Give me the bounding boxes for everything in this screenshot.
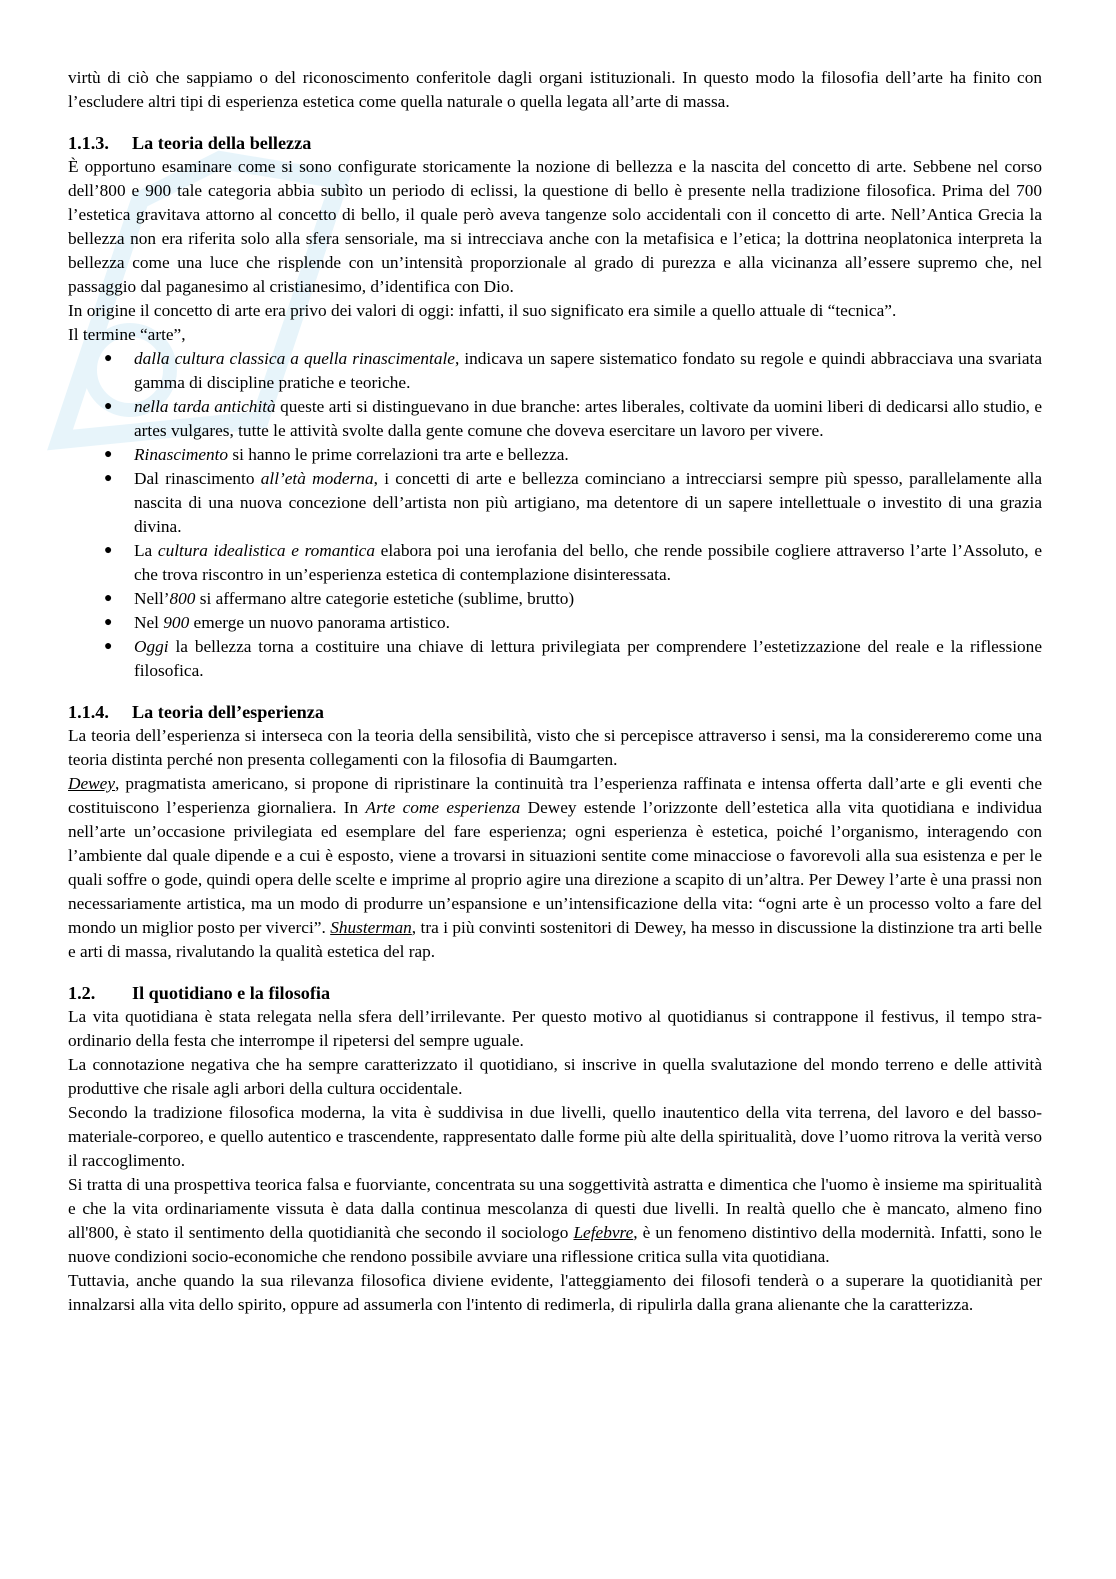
paragraph: La vita quotidiana è stata relegata nella sfera dell’irrilevante. Per questo motivo al quotidianus si contrappone il festivus, il tempo stra-ordinario della festa che interrompe il ripetersi del sempre uguale. — [68, 1007, 1042, 1050]
paragraph: Il termine “arte”, — [68, 325, 186, 344]
paragraph: Secondo la tradizione filosofica moderna, la vita è suddivisa in due livelli, quello inautentico della vita terrena, del lavoro e del basso-materiale-corporeo, e quello autentico e trascendente, rappresentato dalle forme più alte della spiritualità, dove l’uomo ritrova la verità verso il raccoglimento. — [68, 1103, 1042, 1170]
bullet-icon: ● — [104, 351, 113, 366]
bullet-list — [68, 347, 1042, 683]
paragraph-lefebvre: Si tratta di una prospettiva teorica falsa e fuorviante, concentrata su una soggettività astratta e dimentica che l'uomo è insieme ma spiritualità e che la vita ordinariamente vissuta è data dalla continua mescolanza di questi due livelli. In realtà quello che è mancato, almeno fino all'800, è stato il sentimento della quotidianità che secondo il sociologo Lefebvre, è un fenomeno distintivo della modernità. Infatti, sono le nuove condizioni socio-economiche che rendono possibile avviare una riflessione critica sulla vita quotidiana. — [68, 1175, 1042, 1266]
paragraph: Tuttavia, anche quando la sua rilevanza filosofica diviene evidente, l'atteggiamento dei filosofi tenderà o a superare la quotidianità per innalzarsi alla vita dello spirito, oppure ad assumerla con l'intento di redimerla, di ripulirla dalla grana alienante che la caratterizza. — [68, 1271, 1042, 1314]
list-item: ● Oggi la bellezza torna a costituire una chiave di lettura privilegiata per comprendere l’estetizzazione del reale e la riflessione filosofica. — [104, 637, 1042, 680]
paragraph: La connotazione negativa che ha sempre caratterizzato il quotidiano, si inscrive in quella svalutazione del mondo terreno e delle attività produttive che risale agli arbori della cultura occidentale. — [68, 1055, 1042, 1098]
section-heading-1-2: 1.2. Il quotidiano e la filosofia — [68, 983, 331, 1003]
intro-paragraph: virtù di ciò che sappiamo o del riconoscimento conferitole dagli organi istituzionali. In questo modo la filosofia dell’arte ha finito con l’escludere altri tipi di esperienza estetica come quella naturale o quella legata all’arte di massa. — [68, 68, 1042, 111]
paragraph: È opportuno esaminare come si sono configurate storicamente la nozione di bellezza e la nascita del concetto di arte. Sebbene nel corso dell’800 e 900 tale categoria abbia subìto un periodo di eclissi, la questione di bello è presente nella tradizione filosofica. Prima del 700 l’estetica gravitava attorno al concetto di bello, il quale però aveva tangenze solo accidentali con il concetto di arte. Nell’Antica Grecia la bellezza non era riferita solo alla sfera sensoriale, ma si intrecciava anche con la metafisica e l’etica; la dottrina neoplatonica interpreta la bellezza come una luce che risplende con un’intensità proporzionale al grado di purezza e alla vicinanza all’essere supremo che, nel passaggio dal paganesimo al cristianesimo, d’identifica con Dio. — [68, 157, 1042, 296]
bullet-icon: ● — [104, 591, 113, 606]
paragraph: La teoria dell’esperienza si interseca con la teoria della sensibilità, visto che si percepisce attraverso i sensi, ma la considereremo come una teoria distinta perché non presenta collegamenti con la filosofia di Baumgarten. — [68, 726, 1042, 769]
bullet-icon: ● — [104, 543, 113, 558]
list-item: ● nella tarda antichità queste arti si distinguevano in due branche: artes liberales, coltivate da uomini liberi di dedicarsi allo studio, e artes vulgares, tutte le attività svolte dalla gente comune che doveva esercitare un lavoro per vivere. — [104, 397, 1042, 440]
author-name-dewey: Dewey — [68, 774, 116, 793]
bullet-icon: ● — [104, 447, 113, 462]
document-page — [68, 66, 1042, 1317]
list-item: ● La cultura idealistica e romantica elabora poi una ierofania del bello, che rende possibile cogliere attraverso l’arte l’Assoluto, e che trova riscontro in un’esperienza estetica di contemplazione disinteressata. — [104, 541, 1042, 584]
bullet-icon: ● — [104, 471, 113, 486]
list-item: ● Dal rinascimento all’età moderna, i concetti di arte e bellezza cominciano a intrecciarsi sempre più spesso, parallelamente alla nascita di una nuova concezione dell’artista non più artigiano, ma detentore di un sapere intellettuale o investito di una grazia divina. — [104, 469, 1042, 536]
paragraph-dewey: Dewey, pragmatista americano, si propone di ripristinare la continuità tra l’esperienza raffinata e intensa offerta dall’arte e gli eventi che costituiscono l’esperienza giornaliera. In Arte come esperienza Dewey estende l’orizzonte dell’estetica alla vita quotidiana e individua nell’arte un’occasione privilegiata ed esemplare del fare esperienza; ogni esperienza è estetica, poiché l’organismo, interagendo con l’ambiente dal quale dipende e a cui è esposto, viene a trovarsi in situazioni sentite come minacciose o favorevoli alla sua esistenza e per le quali soffre o gode, quindi opera delle scelte e imprime al proprio agire una direzione a scapito di un’altra. Per Dewey l’arte è una prassi non necessariamente artistica, ma un modo di produrre un’espansione e un’intensificazione della vita: “ogni arte è un processo volto a fare del mondo un miglior posto per viverci”. Shusterman, tra i più convinti sostenitori di Dewey, ha messo in discussione la distinzione tra arti belle e arti di massa, rivalutando la qualità estetica del rap. — [68, 774, 1042, 961]
bullet-icon: ● — [104, 399, 113, 414]
bullet-icon: ● — [104, 639, 113, 654]
list-item: ● Rinascimento si hanno le prime correlazioni tra arte e bellezza. — [68, 443, 1042, 467]
section-heading-1-1-4: 1.1.4. La teoria dell’esperienza — [68, 702, 324, 722]
list-item: ● Nel 900 emerge un nuovo panorama artistico. — [68, 611, 1042, 635]
section-heading-1-1-3: 1.1.3. La teoria della bellezza — [68, 133, 312, 153]
list-item: ● dalla cultura classica a quella rinascimentale, indicava un sapere sistematico fondato su regole e quindi abbracciava una svariata gamma di discipline pratiche e teoriche. — [104, 349, 1043, 392]
bullet-icon: ● — [104, 615, 113, 630]
author-name-shusterman: Shusterman — [330, 918, 412, 937]
book-title: Arte come esperienza — [365, 798, 521, 817]
author-name-lefebvre: Lefebvre — [573, 1223, 634, 1242]
paragraph: In origine il concetto di arte era privo dei valori di oggi: infatti, il suo significato era simile a quello attuale di “tecnica”. — [68, 301, 897, 320]
list-item: ● Nell’800 si affermano altre categorie estetiche (sublime, brutto) — [68, 587, 1042, 611]
